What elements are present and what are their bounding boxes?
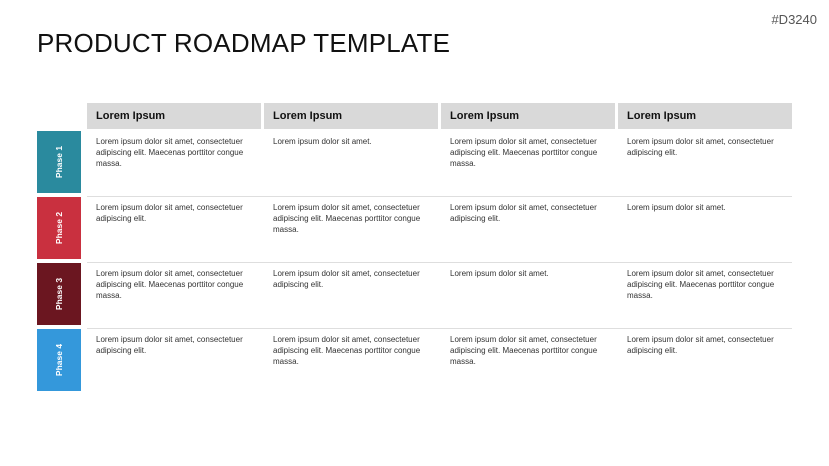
phase-row xyxy=(37,197,792,263)
phase-row xyxy=(37,263,792,329)
table-cell: Lorem ipsum dolor sit amet, consectetuer adipiscing elit. Maecenas porttitor congue massa. xyxy=(96,137,244,169)
table-cell: Lorem ipsum dolor sit amet, consectetuer adipiscing elit. xyxy=(450,203,597,224)
phase-label: Phase 2 xyxy=(53,211,64,245)
phase-label: Phase 1 xyxy=(53,145,64,179)
phase-label-box xyxy=(37,263,81,325)
table-cell: Lorem ipsum dolor sit amet, consectetuer adipiscing elit. Maecenas porttitor congue massa. xyxy=(96,269,244,301)
page-title: PRODUCT ROADMAP TEMPLATE xyxy=(37,28,451,58)
phase-row xyxy=(37,329,792,395)
phase-label: Phase 4 xyxy=(53,343,64,377)
roadmap-table xyxy=(37,131,792,395)
column-headers xyxy=(87,103,792,129)
table-cell: Lorem ipsum dolor sit amet, consectetuer adipiscing elit. Maecenas porttitor congue massa. xyxy=(627,269,775,301)
phase-label-box xyxy=(37,131,81,193)
table-cell: Lorem ipsum dolor sit amet, consectetuer adipiscing elit. Maecenas porttitor congue massa. xyxy=(450,137,598,169)
column-header: Lorem Ipsum xyxy=(87,103,261,129)
phase-label-box xyxy=(37,197,81,259)
table-cell: Lorem ipsum dolor sit amet, consectetuer adipiscing elit. xyxy=(96,335,243,356)
table-cell: Lorem ipsum dolor sit amet, consectetuer adipiscing elit. xyxy=(627,137,774,158)
column-header: Lorem Ipsum xyxy=(264,103,438,129)
table-cell: Lorem ipsum dolor sit amet, consectetuer adipiscing elit. Maecenas porttitor congue massa. xyxy=(273,335,421,367)
phase-label: Phase 3 xyxy=(53,277,64,311)
column-header: Lorem Ipsum xyxy=(441,103,615,129)
table-cell: Lorem ipsum dolor sit amet, consectetuer adipiscing elit. xyxy=(96,203,243,224)
table-cell: Lorem ipsum dolor sit amet, consectetuer adipiscing elit. xyxy=(627,335,774,356)
table-cell: Lorem ipsum dolor sit amet, consectetuer adipiscing elit. xyxy=(273,269,420,290)
slide-code: #D3240 xyxy=(771,12,817,27)
table-cell: Lorem ipsum dolor sit amet, consectetuer adipiscing elit. Maecenas porttitor congue massa. xyxy=(450,335,598,367)
column-header: Lorem Ipsum xyxy=(618,103,792,129)
table-cell: Lorem ipsum dolor sit amet, consectetuer adipiscing elit. Maecenas porttitor congue massa. xyxy=(273,203,421,235)
table-cell: Lorem ipsum dolor sit amet. xyxy=(627,203,726,212)
table-cell: Lorem ipsum dolor sit amet. xyxy=(450,269,549,278)
phase-row xyxy=(37,131,792,197)
phase-label-box xyxy=(37,329,81,391)
table-cell: Lorem ipsum dolor sit amet. xyxy=(273,137,372,146)
